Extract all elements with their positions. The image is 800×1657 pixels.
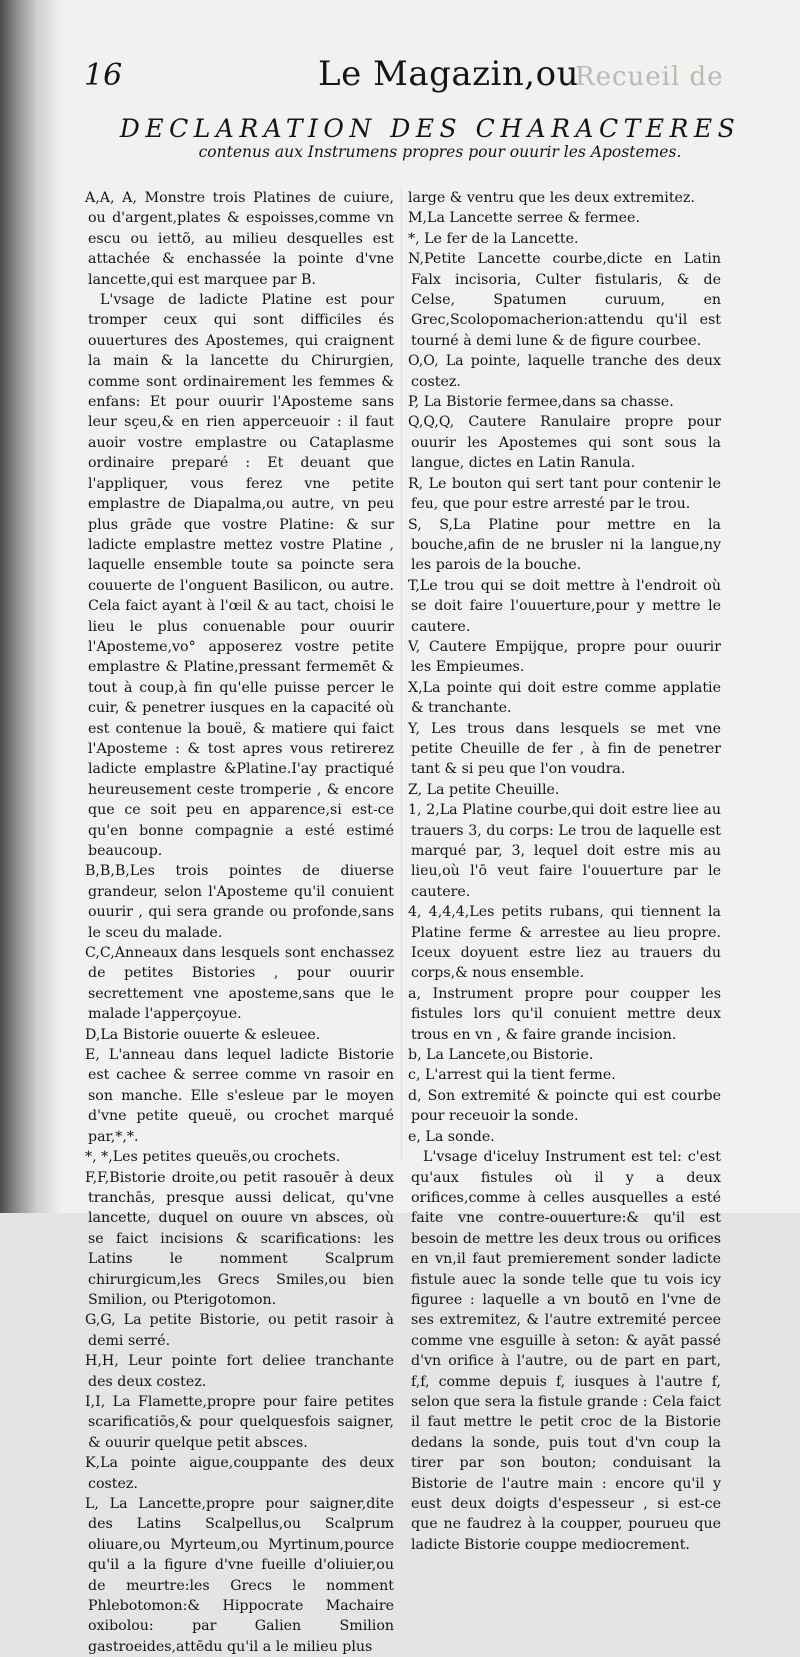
entry-f: F,F,Bistorie droite,ou petit rasouēr à deux tranchās, presque aussi delicat, qu'vne lancette, duquel on ouure vn absces, où se faict incisions & scarifications: les Latins le nomment Scalprum chirurgicum,les Grecs Smiles,ou bien Smilion, ou Pterigotomon. (85, 1169, 394, 1308)
entry-m: M,La Lancette serree & fermee. (408, 210, 640, 227)
column-gutter (401, 186, 402, 1161)
entry-a-lower: a, Instrument propre pour coupper les fistules lors qu'il conuient mettre deux trous en vn , & faire grande incision. (408, 985, 721, 1043)
entry-e-lower: e, La sonde. (408, 1128, 495, 1145)
entry-asterisk-fer: *, Le fer de la Lancette. (408, 230, 579, 247)
entry-g: G,G, La petite Bistorie, ou petit rasoir à demi serré. (85, 1312, 394, 1349)
entry-a: A,A, A, Monstre trois Platines de cuiure, ou d'argent,plates & espoisses,comme vn escu ou iettõ, au milieu desquelles est attachée & enchassée la pointe d'vne lancette,qui est marquee par B. (85, 190, 394, 288)
entry-h: H,H, Leur pointe fort deliee tranchante des deux costez. (85, 1353, 394, 1390)
paragraph-instrument-usage: L'vsage d'iceluy Instrument est tel: c'est qu'aux fistules où il y a deux orifices,comme à celles ausquelles a esté faite vne contre-ouuerture:& qu'il est besoin de mettre les deux trous ou orifices en vn,il faut premierement sonder ladicte fistule auec la sonde telle que tu vois icy figuree : laquelle a vn boutō en l'vne de ses extremitez, & l'autre extremité percee comme vne esguille à seton: & ayāt passé d'vn orifice à l'autre, ou de part en part, f,f, comme depuis f, iusques à l'autre f, selon que sera la fistule grande : Cela faict il faut mettre le petit croc de la Bistorie dedans la sonde, puis tout d'vn coup la tirer par son bouton; conduisant la Bistorie de l'autre main : encore qu'il y eust deux doigts d'espesseur , si est-ce que ne faudrez à la coupper, pourueu que ladicte Bistorie couppe mediocrement. (411, 1149, 721, 1553)
section-heading: DECLARATION DES CHARACTERES (119, 114, 741, 143)
entry-v: V, Cautere Empijque, propre pour ouurir les Empieumes. (408, 638, 721, 676)
bleed-through-text: Recueil de (575, 62, 724, 92)
entry-s: S, S,La Platine pour mettre en la bouche,afin de ne brusler ni la langue,ny les parois de la bouche. (408, 516, 721, 574)
entry-i: I,I, La Flamette,propre pour faire petites scarificatiōs,& pour quelquesfois saigner, & ouurir quelque petit absces. (85, 1393, 394, 1451)
entry-p: P, La Bistorie fermee,dans sa chasse. (408, 394, 674, 411)
entry-b-lower: b, La Lancete,ou Bistorie. (408, 1047, 594, 1064)
entry-c: C,C,Anneaux dans lesquels sont enchassez de petites Bistories , pour ouurir secrettement vne aposteme,sans que le malade l'apperçoyue. (85, 945, 394, 1023)
entry-x: X,La pointe qui doit estre comme applatie & tranchante. (408, 679, 721, 717)
entry-q: Q,Q,Q, Cautere Ranulaire propre pour ouurir les Apostemes qui sont sous la langue, dictes en Latin Ranula. (408, 414, 721, 472)
left-column (85, 188, 394, 1657)
entry-z: Z, La petite Cheuille. (408, 781, 560, 798)
entry-d: D,La Bistorie ouuerte & esleuee. (85, 1026, 321, 1043)
entry-c-lower: c, L'arrest qui la tient ferme. (408, 1067, 616, 1084)
entry-t: T,Le trou qui se doit mettre à l'endroit où se doit faire l'ouuerture,pour y mettre le cautere. (408, 577, 721, 635)
page-binding-shadow (0, 0, 62, 1213)
entry-k: K,La pointe aigue,couppante des deux costez. (85, 1455, 394, 1492)
entry-d-lower: d, Son extremité & poincte qui est courbe pour receuoir la sonde. (408, 1087, 721, 1125)
entry-e: E, L'anneau dans lequel ladicte Bistorie est cachee & serree comme vn rasoir en son manche. Elle s'esleue par le moyen d'vne petite queuë, ou crochet marqué par,*,*. (85, 1047, 394, 1145)
entry-4: 4, 4,4,4,Les petits rubans, qui tiennent la Platine ferme & arrestee au lieu propre. Iceux doyuent estre liez au trauers du corps,& nous ensemble. (408, 904, 721, 982)
entry-b: B,B,B,Les trois pointes de diuerse grandeur, selon l'Aposteme qu'il conuient ouurir , qui sera grande ou profonde,sans le sceu du malade. (85, 863, 394, 941)
entry-n: N,Petite Lancette courbe,dicte en Latin Falx incisoria, Culter fistularis, & de Celse, Spatumen curuum, en Grec,Scolopomacherion:attendu qu'il est tourné à demi lune & de figure courbee. (408, 251, 721, 349)
entry-1-2-3: 1, 2,La Platine courbe,qui doit estre liee au trauers 3, du corps: Le trou de laquelle est marqué par, 3, lequel doit estre mis au lieu,où l'ō veut faire l'ouuerture par le cautere. (408, 802, 721, 900)
right-column (408, 188, 721, 1555)
entry-y: Y, Les trous dans lesquels se met vne petite Cheuille de fer , à fin de penetrer tant & si peu que l'on voudra. (408, 720, 721, 778)
running-head (0, 52, 800, 102)
entry-l: L, La Lancette,propre pour saigner,dite des Latins Scalpellus,ou Scalprum oliuare,ou Myrteum,ou Myrtinum,pource qu'il a la figure d'vne fueille d'oliuier,ou de meurtre:les Grecs le nomment Phlebotomon:& Hippocrate Machaire oxibolou: par Galien Smilion gastroeides,attēdu qu'il a le milieu plus (85, 1496, 394, 1655)
paragraph-platine-usage: L'vsage de ladicte Platine est pour tromper ceux qui sont difficiles és ouuertures des Apostemes, qui craignent la main & la lancette du Chirurgien, comme sont ordinairement les femmes & enfans: Et pour ouurir l'Aposteme sans leur sçeu,& en rien apperceuoir : il faut auoir vostre emplastre ou Cataplasme ordinaire preparé : Et deuant que l'appliquer, vous ferez vne petite emplastre de Diapalma,ou autre, vn peu plus grāde que vostre Platine: & sur ladicte emplastre mettez vostre Platine , laquelle ensemble toute sa poincte sera couuerte de l'onguent Basilicon, ou autre. Cela faict ayant à l'œil & au tact, choisi le lieu le plus conuenable pour ouurir l'Aposteme,vo° apposerez vostre petite emplastre & Platine,pressant fermemēt & tout à coup,à fin qu'elle puisse percer le cuir, & penetrer iusques en la capacité où est contenue la bouë, & matiere qui faict l'Aposteme : & tost apres vous retirerez ladicte emplastre &Platine.I'ay practiqué heureusement ceste tromperie , & encore que ce soit peu en apparence,si est-ce qu'en bonne compagnie a esté estimé beaucoup. (88, 292, 394, 859)
section-subheading: contenus aux Instrumens propres pour ouurir les Apostemes. (198, 143, 682, 161)
entry-asterisk: *, *,Les petites queuës,ou crochets. (85, 1149, 341, 1166)
page-number: 16 (84, 58, 123, 93)
entry-r: R, Le bouton qui sert tant pour contenir le feu, que pour estre arresté par le trou. (408, 475, 721, 513)
entry-l-continued: large & ventru que les deux extremitez. (408, 190, 695, 206)
entry-o: O,O, La pointe, laquelle tranche des deux costez. (408, 353, 721, 390)
running-title: Le Magazin,ou (318, 54, 579, 94)
